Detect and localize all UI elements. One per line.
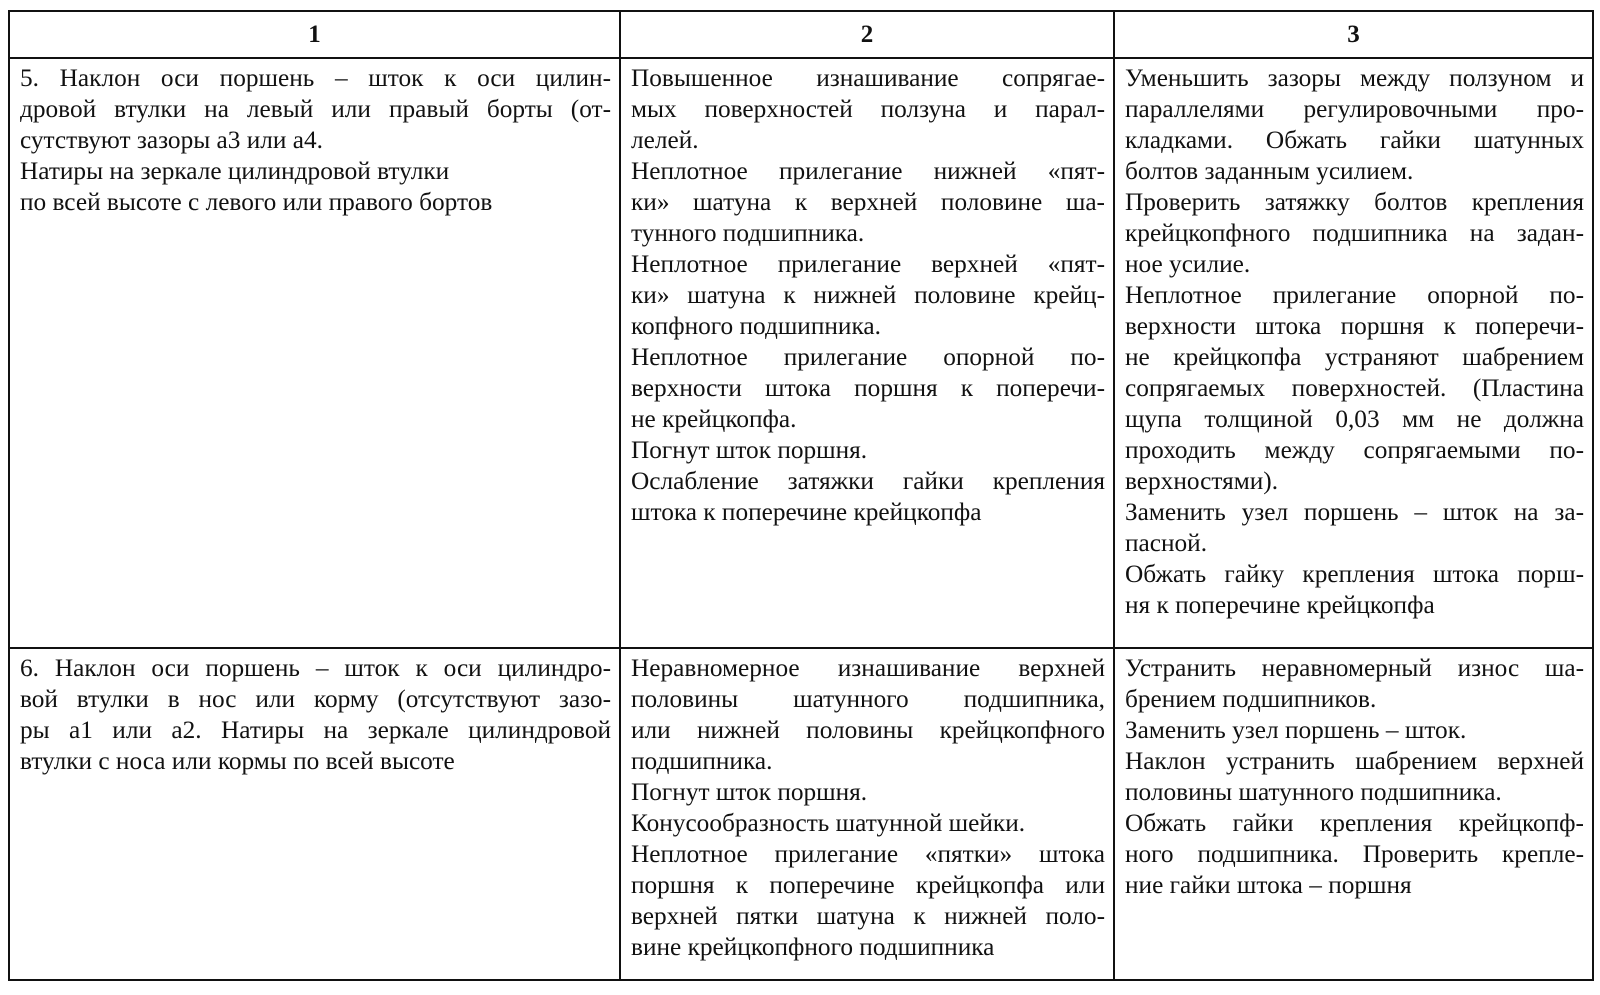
table-row [9, 58, 1593, 648]
text-line: ное усилие. [1125, 250, 1251, 278]
text-line: Заменить узел поршень – шток. [1125, 716, 1467, 744]
text-line: Наклон устранить шабрением верхней [1125, 747, 1584, 775]
text-line: Ослабление затяжки гайки крепления [631, 467, 1105, 495]
text-line: подшипника. [631, 747, 773, 775]
table-row [9, 648, 1593, 980]
table-header-row [9, 11, 1593, 58]
text-line: Неравномерное изнашивание верхней [631, 654, 1105, 682]
text-line: поршня к поперечине крейцкопфа или [631, 871, 1105, 899]
text-line: Неплотное прилегание опорной по- [631, 343, 1105, 371]
remedy-cell [1114, 58, 1593, 648]
text-line: лелей. [631, 126, 699, 154]
troubleshooting-table [8, 10, 1594, 981]
text-line: Неплотное прилегание опорной по- [1125, 281, 1584, 309]
text-line: крейцкопфного подшипника на задан- [1125, 219, 1584, 247]
cause-cell [620, 648, 1114, 980]
text-line: Уменьшить зазоры между ползуном и [1125, 64, 1584, 92]
text-line: брением подшипников. [1125, 685, 1377, 713]
text-line: параллелями регулировочными про- [1125, 95, 1584, 123]
text-line: сутствуют зазоры а3 или а4. [20, 126, 323, 154]
text-line: тунного подшипника. [631, 219, 865, 247]
text-line: втулки с носа или кормы по всей высоте [20, 747, 455, 775]
text-line: Устранить неравномерный износ ша- [1125, 654, 1584, 682]
remedy-cell [1114, 648, 1593, 980]
text-line: 6. Наклон оси поршень – шток к оси цилиндро- [20, 654, 611, 682]
text-line: кладками. Обжать гайки шатунных [1125, 126, 1584, 154]
cause-cell [620, 58, 1114, 648]
text-line: по всей высоте с левого или правого бортов [20, 188, 493, 216]
text-line: ки» шатуна к нижней половине крейц- [631, 281, 1105, 309]
text-line: ня к поперечине крейцкопфа [1125, 591, 1435, 619]
text-line: вой втулки в нос или корму (отсутствуют зазо- [20, 685, 611, 713]
text-line: не крейцкопфа. [631, 405, 797, 433]
text-line: Обжать гайки крепления крейцкопф- [1125, 809, 1584, 837]
malfunction-cell [9, 648, 620, 980]
column-header-2: 2 [620, 11, 1114, 58]
malfunction-cell [9, 58, 620, 648]
text-line: Погнут шток поршня. [631, 436, 868, 464]
text-line: ного подшипника. Проверить крепле- [1125, 840, 1584, 868]
text-line: 5. Наклон оси поршень – шток к оси цилин- [20, 64, 611, 92]
text-line: Неплотное прилегание нижней «пят- [631, 157, 1105, 185]
text-line: мых поверхностей ползуна и парал- [631, 95, 1105, 123]
text-line: болтов заданным усилием. [1125, 157, 1414, 185]
text-line: Натиры на зеркале цилиндровой втулки [20, 157, 450, 185]
document-page [8, 10, 1592, 983]
text-line: ки» шатуна к верхней половине ша- [631, 188, 1105, 216]
text-line: Погнут шток поршня. [631, 778, 868, 806]
text-line: вине крейцкопфного подшипника [631, 933, 995, 961]
text-line: Конусообразность шатунной шейки. [631, 809, 1026, 837]
text-line: Повышенное изнашивание сопрягае- [631, 64, 1105, 92]
text-line: Неплотное прилегание верхней «пят- [631, 250, 1105, 278]
text-line: пасной. [1125, 529, 1208, 557]
column-header-1: 1 [9, 11, 620, 58]
text-line: Проверить затяжку болтов крепления [1125, 188, 1584, 216]
text-line: Заменить узел поршень – шток на за- [1125, 498, 1584, 526]
column-header-3: 3 [1114, 11, 1593, 58]
text-line: верхности штока поршня к поперечи- [631, 374, 1105, 402]
text-line: дровой втулки на левый или правый борты (от- [20, 95, 611, 123]
text-line: половины шатунного подшипника. [1125, 778, 1502, 806]
text-line: ры а1 или а2. Натиры на зеркале цилиндровой [20, 716, 611, 744]
text-line: штока к поперечине крейцкопфа [631, 498, 982, 526]
text-line: верхней пятки шатуна к нижней поло- [631, 902, 1105, 930]
text-line: ние гайки штока – поршня [1125, 871, 1412, 899]
text-line: проходить между сопрягаемыми по- [1125, 436, 1584, 464]
text-line: не крейцкопфа устраняют шабрением [1125, 343, 1584, 371]
text-line: копфного подшипника. [631, 312, 881, 340]
text-line: Неплотное прилегание «пятки» штока [631, 840, 1105, 868]
text-line: или нижней половины крейцкопфного [631, 716, 1105, 744]
text-line: верхностями). [1125, 467, 1279, 495]
text-line: верхности штока поршня к поперечи- [1125, 312, 1584, 340]
text-line: щупа толщиной 0,03 мм не должна [1125, 405, 1584, 433]
text-line: сопрягаемых поверхностей. (Пластина [1125, 374, 1584, 402]
text-line: половины шатунного подшипника, [631, 685, 1105, 713]
text-line: Обжать гайку крепления штока порш- [1125, 560, 1584, 588]
